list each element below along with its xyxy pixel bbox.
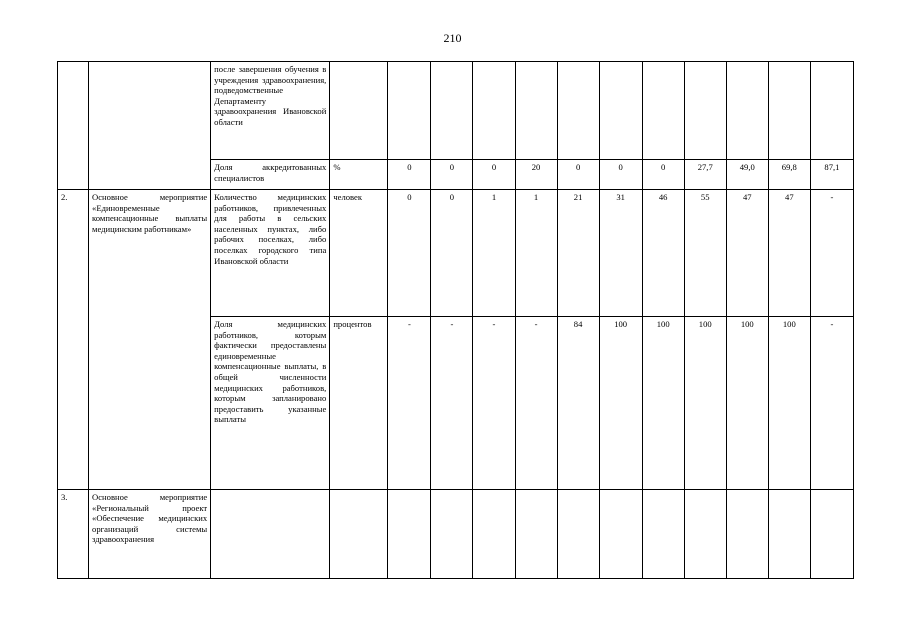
value-cell: - (810, 190, 853, 317)
value-cell: 100 (768, 317, 810, 490)
indicator-cell: Количество медицинских работников, привлеченных для работы в сельских населенных пунктах, либо рабочих поселках, либо поселках городского типа Ивановской области (211, 190, 330, 317)
row-number-cell (58, 62, 89, 190)
value-cell: - (388, 317, 431, 490)
value-cell (684, 62, 726, 160)
indicator-cell: Доля аккредитованных специалистов (211, 160, 330, 190)
value-cell: 100 (642, 317, 684, 490)
value-cell: 20 (515, 160, 557, 190)
page-number: 210 (443, 31, 462, 45)
value-cell (642, 62, 684, 160)
value-cell: 46 (642, 190, 684, 317)
value-cell: 31 (599, 190, 642, 317)
value-cell: 100 (684, 317, 726, 490)
value-cell (642, 490, 684, 579)
value-cell: 0 (642, 160, 684, 190)
value-cell: 0 (557, 160, 599, 190)
indicator-cell (211, 490, 330, 579)
value-cell (515, 490, 557, 579)
value-cell: 87,1 (810, 160, 853, 190)
value-cell: - (515, 317, 557, 490)
value-cell (810, 490, 853, 579)
value-cell: 47 (768, 190, 810, 317)
value-cell: 21 (557, 190, 599, 317)
value-cell (599, 62, 642, 160)
row-number-cell: 2. (58, 190, 89, 490)
value-cell (684, 490, 726, 579)
unit-cell (330, 62, 388, 160)
value-cell: 0 (599, 160, 642, 190)
value-cell: 49,0 (726, 160, 768, 190)
table-row (58, 62, 854, 160)
program-indicators-table (57, 61, 854, 579)
value-cell: 0 (388, 160, 431, 190)
value-cell: 69,8 (768, 160, 810, 190)
unit-cell: человек (330, 190, 388, 317)
table-row (58, 190, 854, 317)
value-cell (515, 62, 557, 160)
value-cell (473, 62, 515, 160)
value-cell (388, 62, 431, 160)
value-cell (473, 490, 515, 579)
indicator-cell: Доля медицинских работников, которым фактически предоставлены единовременные компенсационные выплаты, в общей численности медицинских работников, которым запланировано предоставить указанные выплаты (211, 317, 330, 490)
table-row (58, 490, 854, 579)
value-cell: - (431, 317, 473, 490)
unit-cell (330, 490, 388, 579)
value-cell (599, 490, 642, 579)
value-cell (726, 62, 768, 160)
activity-cell (89, 62, 211, 190)
value-cell: 1 (473, 190, 515, 317)
value-cell (768, 62, 810, 160)
value-cell: 0 (431, 190, 473, 317)
value-cell: 84 (557, 317, 599, 490)
value-cell: 0 (431, 160, 473, 190)
value-cell: 55 (684, 190, 726, 317)
unit-cell: процентов (330, 317, 388, 490)
value-cell (726, 490, 768, 579)
value-cell: 47 (726, 190, 768, 317)
value-cell: 0 (388, 190, 431, 317)
value-cell: - (473, 317, 515, 490)
value-cell (431, 62, 473, 160)
value-cell: 100 (599, 317, 642, 490)
unit-cell: % (330, 160, 388, 190)
value-cell: 0 (473, 160, 515, 190)
row-number-cell: 3. (58, 490, 89, 579)
indicator-cell: после завершения обучения в учреждения здравоохранения, подведомственные Департаменту здравоохранения Ивановской области (211, 62, 330, 160)
value-cell (810, 62, 853, 160)
value-cell (768, 490, 810, 579)
value-cell: - (810, 317, 853, 490)
value-cell: 1 (515, 190, 557, 317)
value-cell (557, 62, 599, 160)
activity-cell: Основное мероприятие «Единовременные компенсационные выплаты медицинским работникам» (89, 190, 211, 490)
value-cell (388, 490, 431, 579)
value-cell (557, 490, 599, 579)
activity-cell: Основное мероприятие «Региональный проект «Обеспечение медицинских организаций системы здравоохранения (89, 490, 211, 579)
value-cell (431, 490, 473, 579)
value-cell: 100 (726, 317, 768, 490)
value-cell: 27,7 (684, 160, 726, 190)
